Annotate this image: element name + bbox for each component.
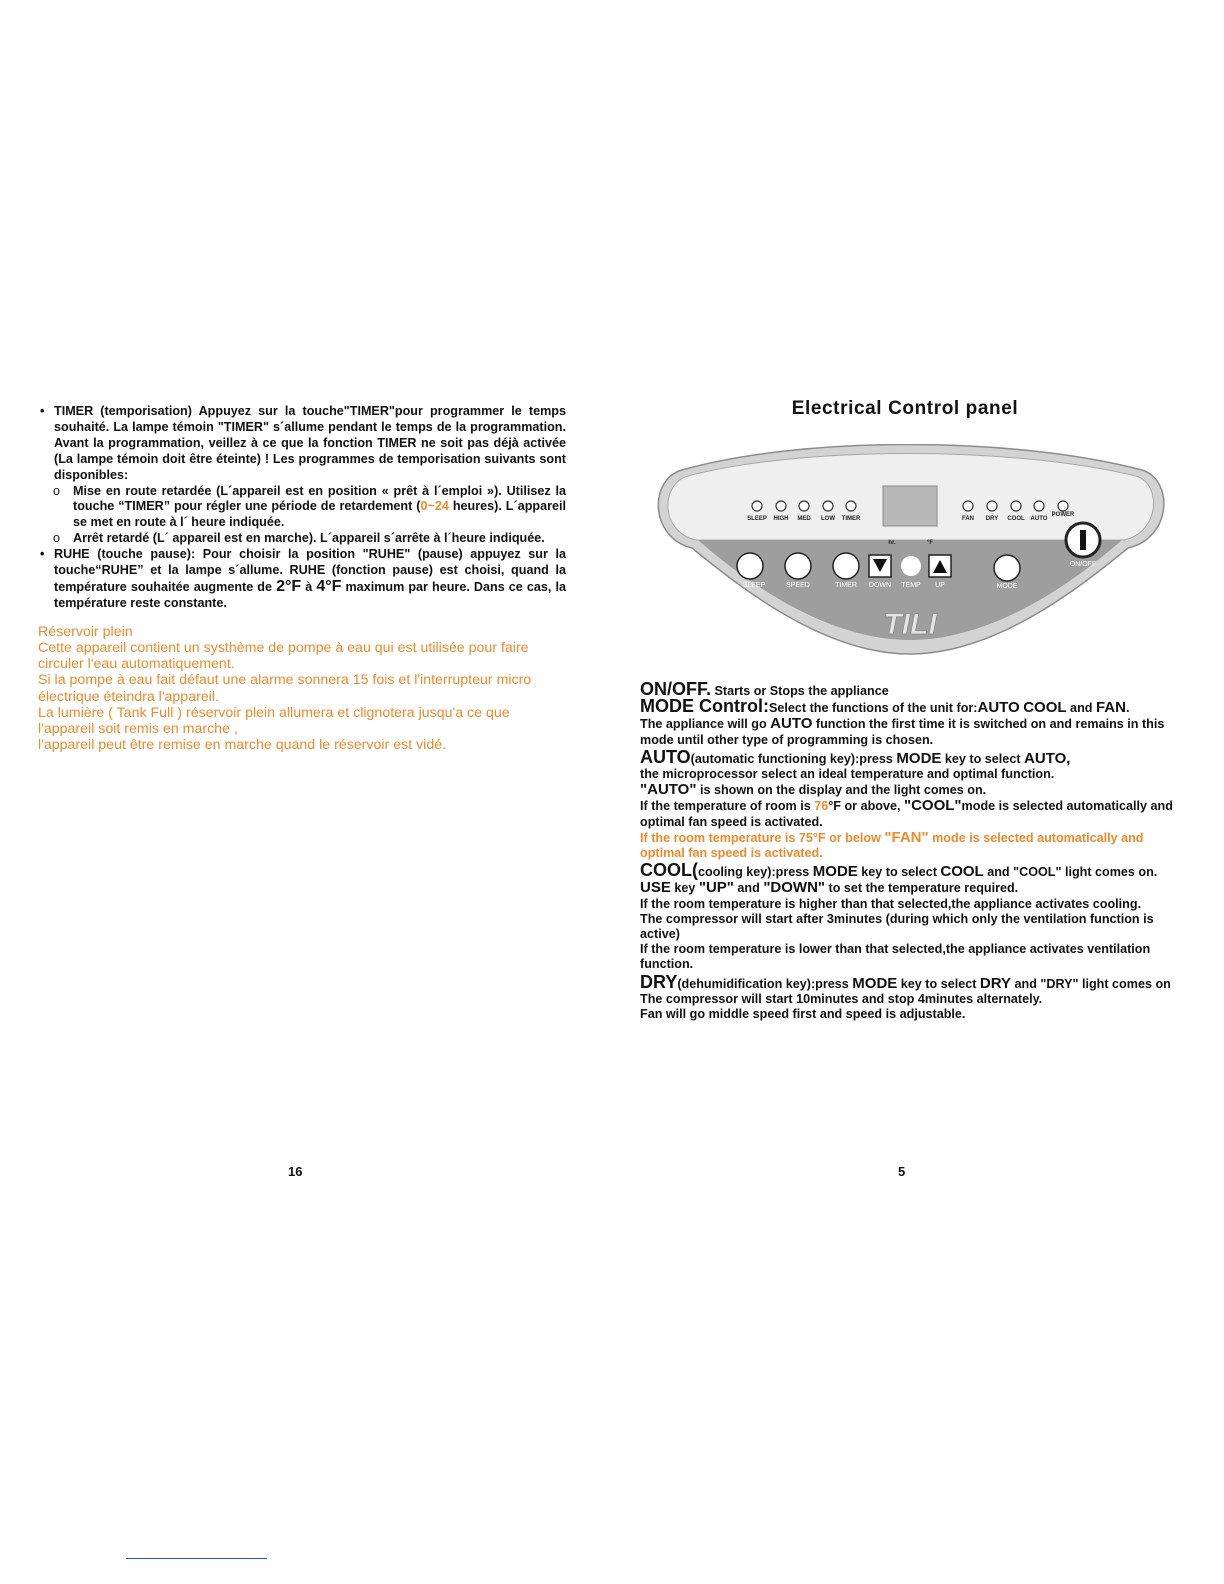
ruhe-temp-1: 2°F <box>276 577 302 595</box>
mode-end: . <box>1125 701 1130 716</box>
dry-paragraph <box>640 971 1190 1023</box>
dry-text-2: key to select <box>897 976 980 991</box>
ruhe-mid: à <box>301 579 317 594</box>
reservoir-line: Cette appareil contient un systhème de pompe à eau qui est utilisée pour faire circuler l'eau automatiquement. <box>38 639 529 673</box>
auto-line3: is shown on the display and the light comes on. <box>696 783 987 798</box>
onoff-heading: ON/OFF. <box>640 679 711 699</box>
auto-orange-a: If the room temperature is 75°F or below <box>640 830 885 845</box>
mode-text: Select the functions of the unit for: <box>768 701 978 716</box>
cool-p2: The compressor will start after 3minutes (during which only the ventilation function is active) <box>640 911 1154 942</box>
indicator-label: TIMER <box>841 516 861 522</box>
page-number-right: 5 <box>898 1164 906 1179</box>
cool-text-2: key to select <box>857 865 941 880</box>
brand-logo: TILI <box>883 608 937 641</box>
cool-indicator-icon <box>1011 501 1021 511</box>
mode-heading: MODE Control: <box>640 696 769 717</box>
ruhe-paragraph <box>38 547 566 612</box>
indicator-label: DRY <box>985 516 999 522</box>
mode-button-icon <box>994 555 1020 581</box>
indicator-label: LOW <box>821 516 835 522</box>
digital-display <box>883 486 937 526</box>
timer-paragraph <box>38 404 566 484</box>
indicator-label: POWER <box>1051 512 1075 518</box>
speed-button-icon <box>785 553 811 579</box>
button-label: SPEED <box>786 582 810 589</box>
dry-text-1: (dehumidification key):press <box>677 976 853 991</box>
cool-text-5: to set the temperature required. <box>825 881 1019 896</box>
dry-p1: The compressor will start 10minutes and stop 4minutes alternately. <box>640 991 1043 1006</box>
dry-p2: Fan will go middle speed first and speed is adjustable. <box>640 1007 966 1022</box>
reservoir-line: Si la pompe à eau fait défaut une alarme sonnera 15 fois et l'interrupteur micro électrique éteindra l'appareil. <box>38 672 532 705</box>
auto-text-1: (automatic functioning key):press <box>690 751 897 766</box>
dry-text-3: and "DRY" light comes on <box>1011 976 1171 991</box>
auto-line4-cool: "COOL" <box>903 797 962 815</box>
dry-mode: MODE <box>852 974 898 992</box>
auto-line4-a: If the temperature of room is <box>640 799 815 814</box>
auto-line4-deg: °F or above, <box>828 799 904 814</box>
cool-down: "DOWN" <box>763 879 826 897</box>
cool-heading: COOL( <box>640 860 698 881</box>
mode-fan: FAN <box>1095 699 1126 717</box>
auto-line4-temp: 76 <box>814 799 829 814</box>
cool-text-4: key <box>670 881 699 896</box>
right-page-text <box>640 679 1190 1022</box>
dry-dry: DRY <box>979 974 1012 992</box>
onoff-symbol-icon <box>1080 530 1086 550</box>
temp-button-icon <box>901 556 921 576</box>
indicator-label: SLEEP <box>747 516 767 522</box>
cool-text-3: and "COOL" light comes on. <box>983 865 1158 880</box>
left-page-text <box>38 404 566 753</box>
auto-line3-quote: "AUTO" <box>640 781 697 799</box>
low-indicator-icon <box>823 501 833 511</box>
sub2-text: Arrêt retardé (L´ appareil est en marche). L´appareil s´arrête à l´heure indiquée. <box>73 531 545 546</box>
indicator-label: MED <box>797 516 811 522</box>
button-label: TIMER <box>835 582 857 589</box>
dry-heading: DRY <box>640 971 678 992</box>
sub1-range: 0~24 <box>420 499 449 514</box>
indicator-label: FAN <box>962 516 974 522</box>
indicator-label: AUTO <box>1030 516 1048 522</box>
auto-line4-b: mode is selected automatically and optimal fan speed is activated. <box>640 799 1173 829</box>
page-title: Electrical Control panel <box>791 398 1019 419</box>
timer-sub-2 <box>38 531 566 547</box>
mode-paragraph <box>640 696 1190 748</box>
auto-mode: MODE <box>896 749 942 767</box>
cool-text-1: cooling key):press <box>698 865 813 880</box>
ruhe-temp-2: 4°F <box>316 577 342 595</box>
mode-cool: COOL <box>1023 699 1067 717</box>
onoff-text: Starts or Stops the appliance <box>711 684 889 698</box>
sub-bullet: o <box>53 483 61 498</box>
button-label: TEMP <box>901 582 921 589</box>
sub1-text-a: Mise en route retardée (L´appareil est en position « prêt à l´emploi »). Utilisez la touche “TIMER” pour régler une période de retardement ( <box>73 483 566 514</box>
cool-p3: If the room temperature is lower than that selected,the appliance activates ventilation function. <box>640 942 1151 972</box>
med-indicator-icon <box>799 501 809 511</box>
timer-sub-1 <box>38 484 566 532</box>
display-unit-label: hr. <box>888 540 896 546</box>
reservoir-section <box>38 624 566 754</box>
auto-indicator-icon <box>1034 501 1044 511</box>
page-number-left: 16 <box>288 1164 303 1179</box>
indicator-label: COOL <box>1007 516 1025 522</box>
mode-auto: AUTO <box>977 699 1020 717</box>
mode-line2-auto: AUTO <box>770 715 813 733</box>
display-unit-label: °F <box>926 540 934 546</box>
reservoir-title: Réservoir plein <box>38 623 133 640</box>
auto-orange-fan: "FAN" <box>884 828 929 846</box>
auto-text-2: key to select <box>941 751 1025 766</box>
onoff-label: ON/OFF <box>1069 561 1097 568</box>
auto-auto: AUTO, <box>1024 749 1071 767</box>
cool-p1: If the room temperature is higher than that selected,the appliance activates cooling. <box>640 896 1142 911</box>
cool-cool: COOL <box>940 863 984 881</box>
power-indicator-icon <box>1058 501 1068 511</box>
footer-rule <box>126 1558 267 1559</box>
dry-indicator-icon <box>987 501 997 511</box>
cool-and: and <box>733 881 764 896</box>
cool-use: USE <box>640 879 671 897</box>
button-label: UP <box>935 582 945 589</box>
timer-text: TIMER (temporisation) Appuyez sur la touche"TIMER"pour programmer le temps souhaité. La lampe témoin "TIMER" s´allume pendant le temps de la programmation. Avant la programmation, veillez à ce que la fonction TIMER ne soit pas déjà activée (La lampe témoin doit être éteinte) ! Les programmes de temporisation suivants sont disponibles: <box>54 404 566 482</box>
sub-bullet: o <box>53 531 61 546</box>
bullet: • <box>40 547 45 562</box>
auto-paragraph <box>640 746 1190 861</box>
sleep-button-icon <box>737 553 763 579</box>
reservoir-line: La lumière ( Tank Full ) réservoir plein allumera et clignotera jusqu'a ce que l'appareil soit remis en marche , <box>38 704 510 737</box>
fan-indicator-icon <box>963 501 973 511</box>
button-label: DOWN <box>868 582 892 589</box>
cool-up: "UP" <box>698 879 734 897</box>
indicator-label: HIGH <box>773 516 789 522</box>
reservoir-line: l'appareil peut être remise en marche quand le réservoir est vidé. <box>38 737 447 754</box>
cool-mode: MODE <box>812 863 858 881</box>
bullet: • <box>40 404 45 418</box>
mode-line2-b: function the first time it is switched on and remains in this mode until other type of programming is chosen. <box>640 717 1165 747</box>
control-panel-illustration <box>652 444 1168 656</box>
sleep-indicator-icon <box>752 501 762 511</box>
timer-button-icon <box>833 553 859 579</box>
ruhe-text-b: maximum par heure. Dans ce cas, la température reste constante. <box>54 579 566 610</box>
timer-indicator-icon <box>846 501 856 511</box>
ruhe-text-a: RUHE (touche pause): Pour choisir la position "RUHE" (pause) appuyez sur la touche“RUHE” et la lampe s´allume. RUHE (fonction pause) est choisi, quand la température souhaitée augmente de <box>54 547 566 594</box>
cool-paragraph <box>640 860 1190 972</box>
mode-and: and <box>1066 701 1096 716</box>
auto-orange-b: mode is selected automatically and optimal fan speed is activated. <box>640 830 1144 861</box>
mode-line2-a: The appliance will go <box>640 717 771 732</box>
auto-heading: AUTO <box>640 746 691 767</box>
sub1-text-b: heures). L´appareil se met en route à l´ heure indiquée. <box>73 499 566 530</box>
high-indicator-icon <box>776 501 786 511</box>
button-label: MODE <box>996 583 1018 590</box>
button-label: SLEEP <box>742 582 766 589</box>
auto-line2: the microprocessor select an ideal temperature and optimal function. <box>640 767 1055 782</box>
